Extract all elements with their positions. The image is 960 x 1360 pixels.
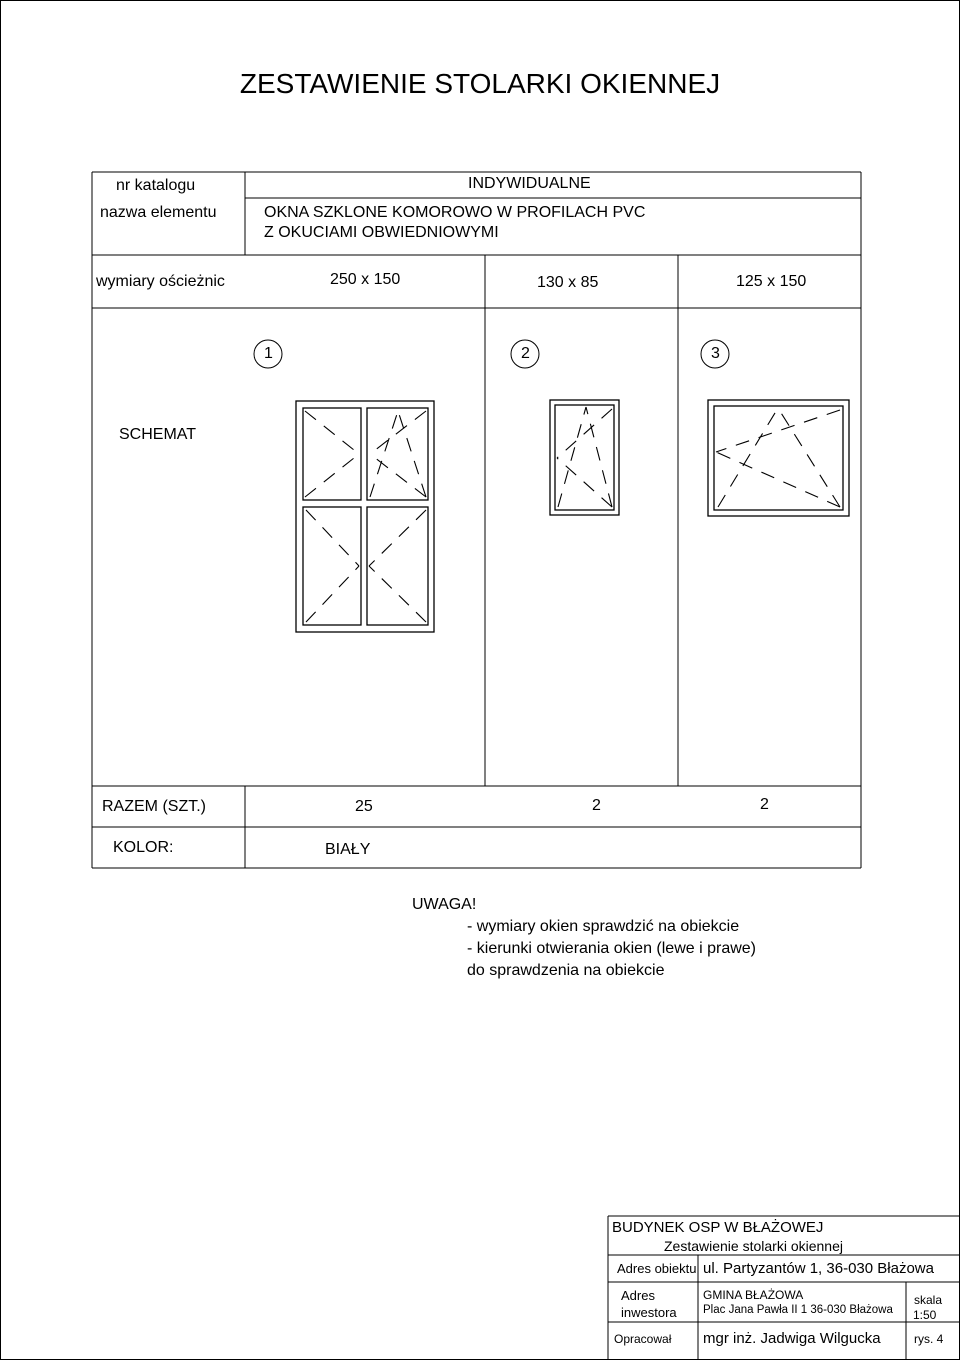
investor-name: GMINA BŁAŻOWA [703, 1288, 804, 1302]
catalog-value: INDYWIDUALNE [468, 175, 591, 192]
element-name-line2: Z OKUCIAMI OBWIEDNIOWYMI [264, 224, 499, 241]
total-window-2: 2 [592, 797, 601, 814]
total-window-1: 25 [355, 798, 373, 815]
total-label: RAZEM (SZT.) [102, 798, 206, 815]
window-1-sash [303, 507, 361, 625]
scale-value: 1:50 [913, 1308, 937, 1322]
author-value: mgr inż. Jadwiga Wilgucka [703, 1330, 881, 1347]
color-value: BIAŁY [325, 841, 371, 858]
window-1-frame [296, 401, 434, 632]
window-2-sash [555, 405, 614, 510]
window-2-schematic [550, 400, 619, 515]
dimension-window-1: 250 x 150 [330, 271, 401, 288]
dimension-window-3: 125 x 150 [736, 273, 807, 290]
total-window-3: 2 [760, 796, 769, 813]
page-title: ZESTAWIENIE STOLARKI OKIENNEJ [239, 68, 721, 99]
site-address-value: ul. Partyzantów 1, 36-030 Błażowa [703, 1260, 934, 1277]
color-label: KOLOR: [113, 839, 174, 856]
investor-label-2: inwestora [621, 1305, 677, 1320]
window-1-sash [303, 408, 361, 500]
scale-label: skala [914, 1293, 943, 1307]
sheet-number: rys. 4 [914, 1332, 944, 1346]
window-1-sash [367, 507, 428, 625]
site-address-label: Adres obiektu [617, 1261, 697, 1276]
notes-line-1: - wymiary okien sprawdzić na obiekcie [467, 918, 740, 935]
catalog-label: nr katalogu [116, 177, 196, 194]
author-label: Opracował [614, 1332, 672, 1346]
dimensions-label: wymiary ościeżnic [96, 273, 225, 290]
dimension-window-2: 130 x 85 [537, 274, 599, 291]
window-1-sash [367, 408, 428, 500]
notes-heading: UWAGA! [412, 896, 477, 913]
investor-address: Plac Jana Pawła II 1 36-030 Błażowa [703, 1304, 893, 1316]
element-name-line1: OKNA SZKLONE KOMOROWO W PROFILACH PVC [264, 204, 646, 221]
notes-line-2: - kierunki otwierania okien (lewe i prawe) [467, 940, 757, 957]
window-3-sash [714, 406, 843, 510]
schema-label: SCHEMAT [119, 426, 197, 443]
window-3-schematic [708, 400, 849, 516]
element-label: nazwa elementu [100, 204, 217, 221]
building-name: BUDYNEK OSP W BŁAŻOWEJ [612, 1219, 824, 1236]
notes-line-3: do sprawdzenia na obiekcie [467, 962, 665, 979]
investor-label-1: Adres [621, 1288, 655, 1303]
window-number-1: 1 [264, 345, 273, 362]
window-1-schematic [296, 401, 434, 632]
window-number-2: 2 [521, 345, 530, 362]
drawing-name: Zestawienie stolarki okiennej [664, 1238, 843, 1254]
window-number-3: 3 [711, 345, 720, 362]
